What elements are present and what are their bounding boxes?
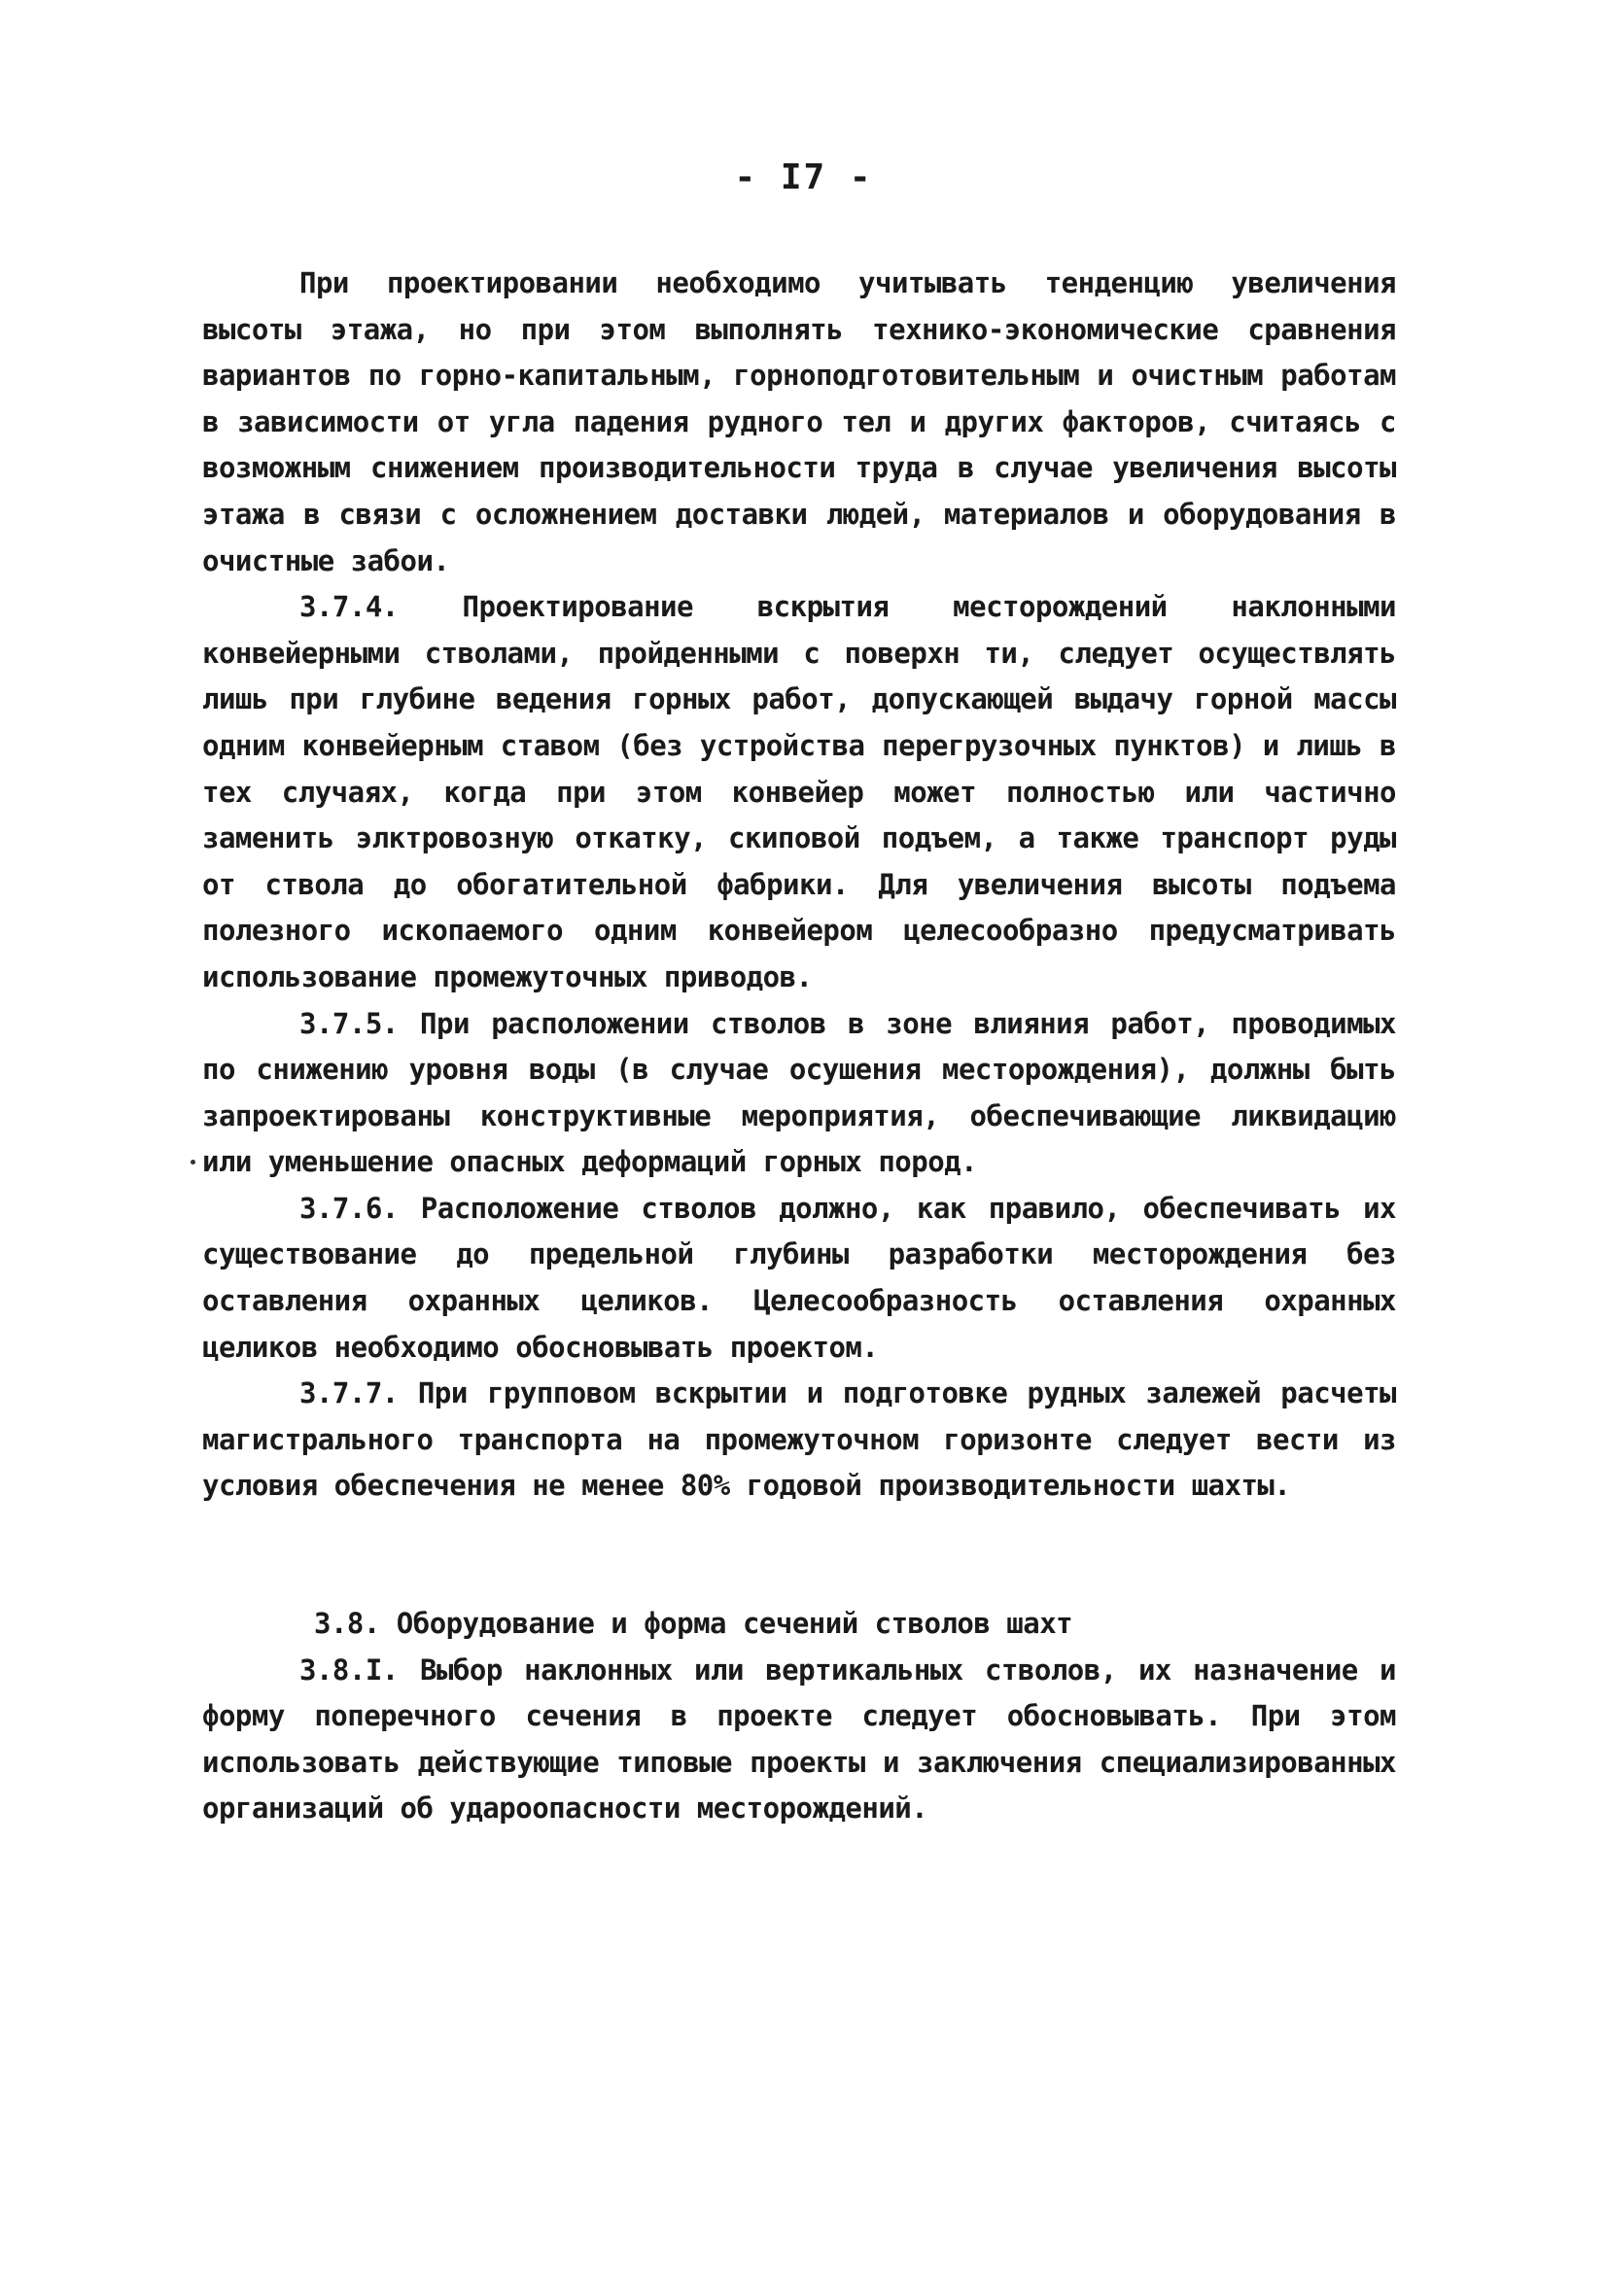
paragraph-3-7-7: 3.7.7. При групповом вскрытии и подготовке рудных залежей расчеты магистрального транспорта на промежуточном горизонте следует вести из условия обеспечения не менее 80% годовой производительности шахты. (202, 1376, 1396, 1503)
section-heading: 3.8. Оборудование и форма сечений стволов шахт (314, 1607, 1073, 1641)
paragraph-3-7-5: 3.7.5. При расположении стволов в зоне влияния работ, проводимых по снижению уровня воды (в случае осушения месторождения), должны быть запроектированы конструктивные мероприятия, обеспечивающие ликвидацию или уменьшение опасных деформаций горных пород. (202, 1006, 1396, 1179)
paragraph-intro: При проектировании необходимо учитывать тенденцию увеличения высоты этажа, но при этом выполнять технико-экономические сравнения вариантов по горно-капитальным, горноподготовительным и очистным работам в зависимости от угла падения рудного тел и других факторов, считаясь с возможным снижением производительности труда в случае увеличения высоты этажа в связи с осложнением доставки людей, материалов и оборудования в очистные забои. (202, 266, 1396, 577)
scan-speck (191, 1160, 195, 1165)
page-number: - I7 - (734, 157, 873, 197)
body-text (202, 261, 1396, 1832)
paragraph-3-7-6: 3.7.6. Расположение стволов должно, как правило, обеспечивать их существование до предельной глубины разработки месторождения без оставления охранных целиков. Целесообразность оставления охранных целиков необходимо обосновывать проектом. (202, 1191, 1396, 1364)
paragraph-3-7-4: 3.7.4. Проектирование вскрытия месторождений наклонными конвейерными стволами, пройденными с поверхн ти, следует осуществлять лишь при глубине ведения горных работ, допускающей выдачу горной массы одним конвейерным ставом (без устройства перегрузочных пунктов) и лишь в тех случаях, когда при этом конвейер может полностью или частично заменить элктровозную откатку, скиповой подъем, а также транспорт руды от ствола до обогатительной фабрики. Для увеличения высоты подъема полезного ископаемого одним конвейером целесообразно предусматривать использование промежуточных приводов. (202, 590, 1396, 993)
paragraph-3-8-1: 3.8.I. Выбор наклонных или вертикальных стволов, их назначение и форму поперечного сечения в проекте следует обосновывать. При этом использовать действующие типовые проекты и заключения специализированных организаций об удароопасности месторождений. (202, 1652, 1396, 1826)
